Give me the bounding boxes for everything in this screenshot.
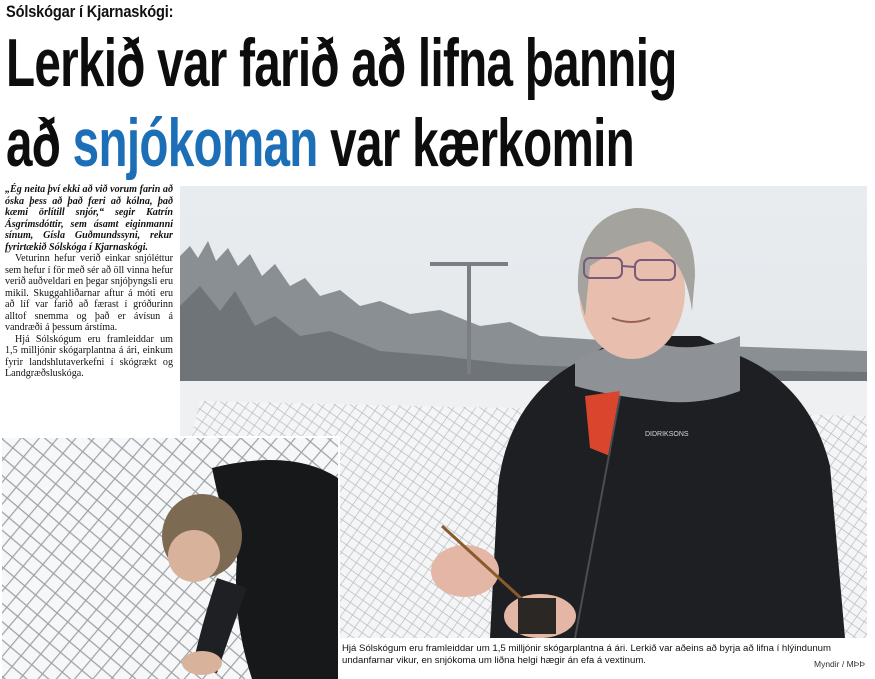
lead-paragraph: „Ég neita því ekki að við vorum farin að óska þess að það færi að kólna, það kæmi örlítill snjór,“ segir Katrín Ásgrímsdóttir, sem ásamt eiginmanni sínum, Gísla Guðmundssyni, rekur fyrirtækið Sólskóga í Kjarnaskógi. [5,184,173,253]
photo-credit: Myndir / MÞÞ [813,659,865,669]
headline-line-2-end: var kærkomin [317,105,634,181]
body-paragraph-2: Veturinn hefur verið einkar snjóléttur sem hefur í för með sér að öll vinna hefur verið auðveldari en þegar snjóþyngsli eru mikil. Skuggahliðarnar aftur á móti eru að líf var farið að færast í gróðurinn alltof snemma og það er ávísun á vandræði á þessum árstíma. [5,253,173,333]
headline-line-2-start: að [6,105,73,181]
photo-caption: Hjá Sólskógum eru framleiddar um 1,5 milljónir skógarplantna á ári. Lerkið var aðeins að byrja að lifna í hlýindunum undanfarnar vikur, en snjókoma um liðna helgi hægir án efa á vextinum. [342,643,831,666]
headline-line-2 [6,104,634,182]
body-paragraph-3: Hjá Sólskógum eru framleiddar um 1,5 milljónir skógarplantna á ári, einkum fyrir landshlutaverkefni í skógrækt og Landgræðsluskóga. [5,333,173,379]
kicker: Sólskógar í Kjarnaskógi: [6,2,174,21]
inset-photo [2,436,340,679]
headline-line-1: Lerkið var farið að lifna þannig [6,25,677,101]
jacket-brand: DIDRIKSONS [645,431,689,438]
article-body [5,184,173,380]
headline-highlight: snjókoman [72,105,318,181]
